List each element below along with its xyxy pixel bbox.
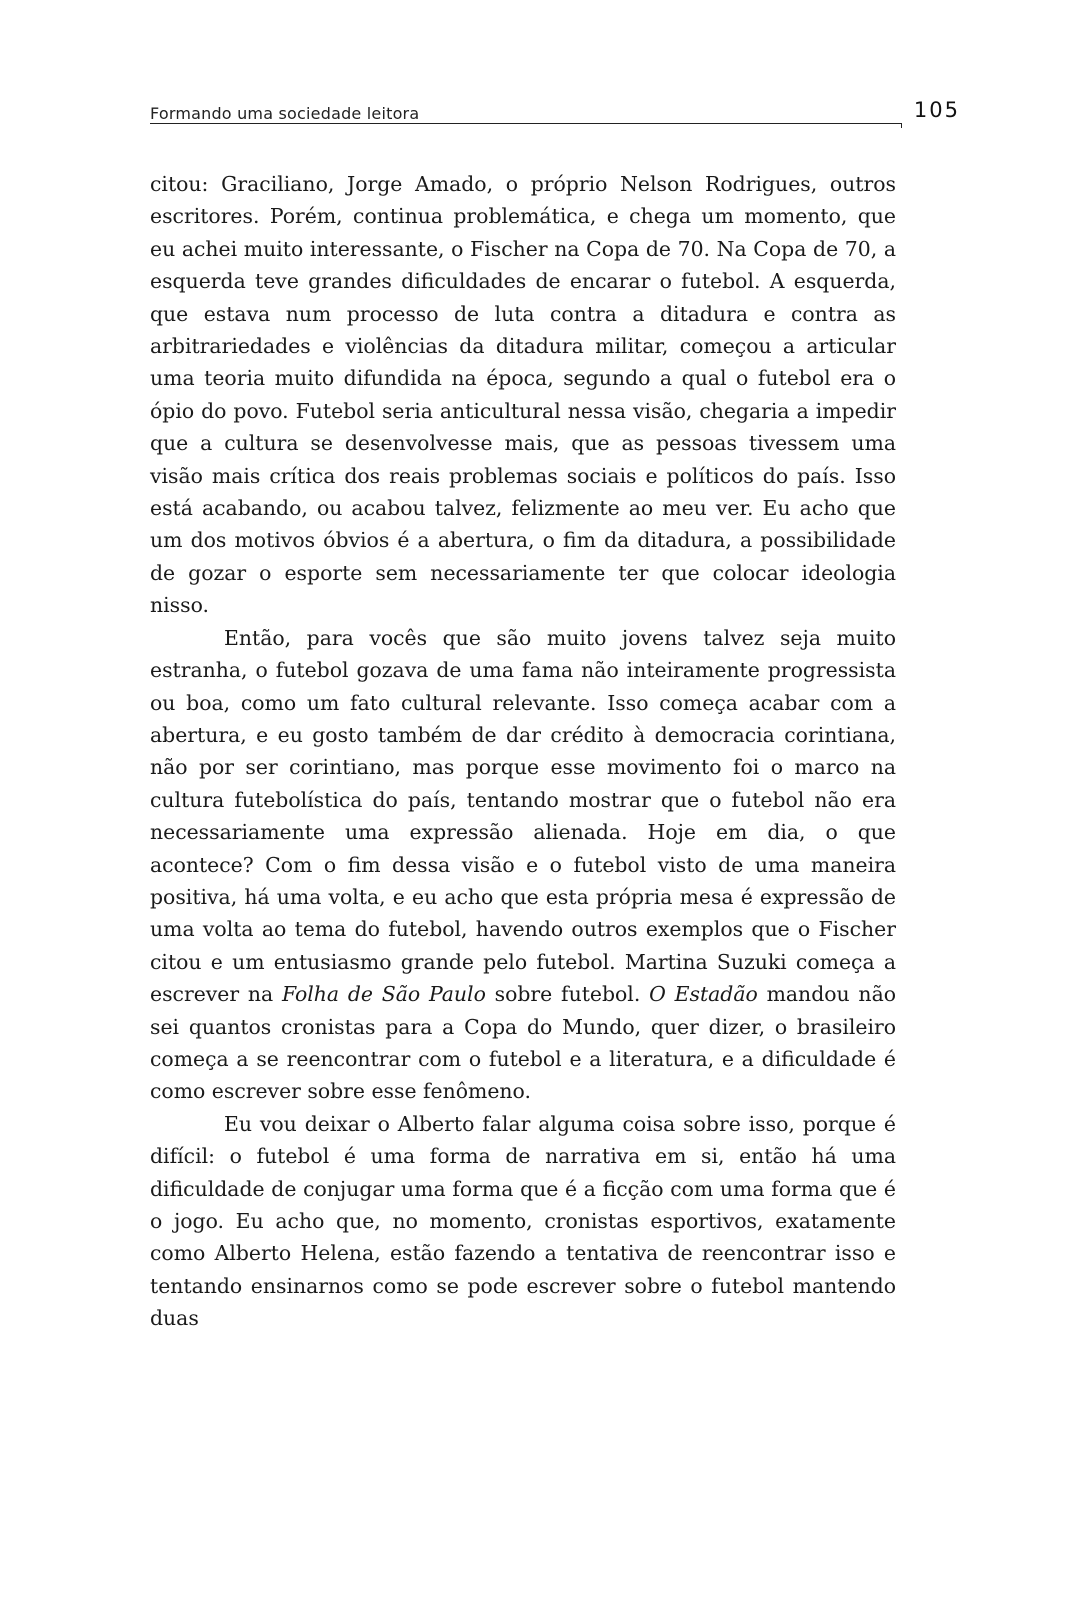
paragraph-2-text-c: mandou não sei quantos cronistas para a Copa do Mundo, quer dizer, o brasileiro começa a se reencontrar com o futebol e a literatura, e a dificuldade é como escrever sobre esse fenômeno. (150, 982, 896, 1104)
paragraph-3: Eu vou deixar o Alberto falar alguma coisa sobre isso, porque é difícil: o futebol é uma forma de narrativa em si, então há uma dificuldade de conjugar uma forma que é a ficção com uma forma que é o jogo. Eu acho que, no momento, cronistas esportivos, exatamente como Alberto Helena, estão fazendo a tentativa de reencontrar isso e tentando ensinarnos como se pode escrever sobre o futebol mantendo duas (150, 1111, 896, 1331)
body-text (150, 168, 896, 1335)
paragraph-2 (150, 622, 896, 1108)
paragraph-1: citou: Graciliano, Jorge Amado, o próprio Nelson Rodrigues, outros escritores. Porém, continua problemática, e chega um momento, que eu achei muito interessante, o Fischer na Copa de 70. Na Copa de 70, a esquerda teve grandes dificuldades de encarar o futebol. A esquerda, que estava num processo de luta contra a ditadura e contra as arbitrariedades e violências da ditadura militar, começou a articular uma teoria muito difundida na época, segundo a qual o futebol era o ópio do povo. Futebol seria anticultural nessa visão, chegaria a impedir que a cultura se desenvolvesse mais, que as pessoas tivessem uma visão mais crítica dos reais problemas sociais e políticos do país. Isso está acabando, ou acabou talvez, felizmente ao meu ver. Eu acho que um dos motivos óbvios é a abertura, o fim da ditadura, a possibilidade de gozar o esporte sem necessariamente ter que colocar ideologia nisso. (150, 172, 896, 618)
paragraph-2-text-a: Então, para vocês que são muito jovens talvez seja muito estranha, o futebol gozava de uma fama não inteiramente progressista ou boa, como um fato cultural relevante. Isso começa acabar com a abertura, e eu gosto também de dar crédito à democracia corintiana, não por ser corintiano, mas porque esse movimento foi o marco na cultura futebolística do país, tentando mostrar que o futebol não era necessariamente uma expressão alienada. Hoje em dia, o que acontece? Com o fim dessa visão e o futebol visto de uma maneira positiva, há uma volta, e eu acho que esta própria mesa é expressão de uma volta ao tema do futebol, havendo outros exemplos que o Fischer citou e um entusiasmo grande pelo futebol. Martina Suzuki começa a escrever na (150, 625, 896, 1007)
newspaper-title-folha: Folha de São Paulo (281, 982, 486, 1007)
newspaper-title-estadao: O Estadão (649, 982, 758, 1007)
header-rule (150, 123, 902, 124)
running-title: Formando uma sociedade leitora (150, 104, 420, 123)
paragraph-2-text-b: sobre futebol. (485, 982, 650, 1007)
header-rule-tick (901, 123, 902, 128)
page-number: 105 (913, 98, 960, 122)
running-head (150, 100, 960, 130)
